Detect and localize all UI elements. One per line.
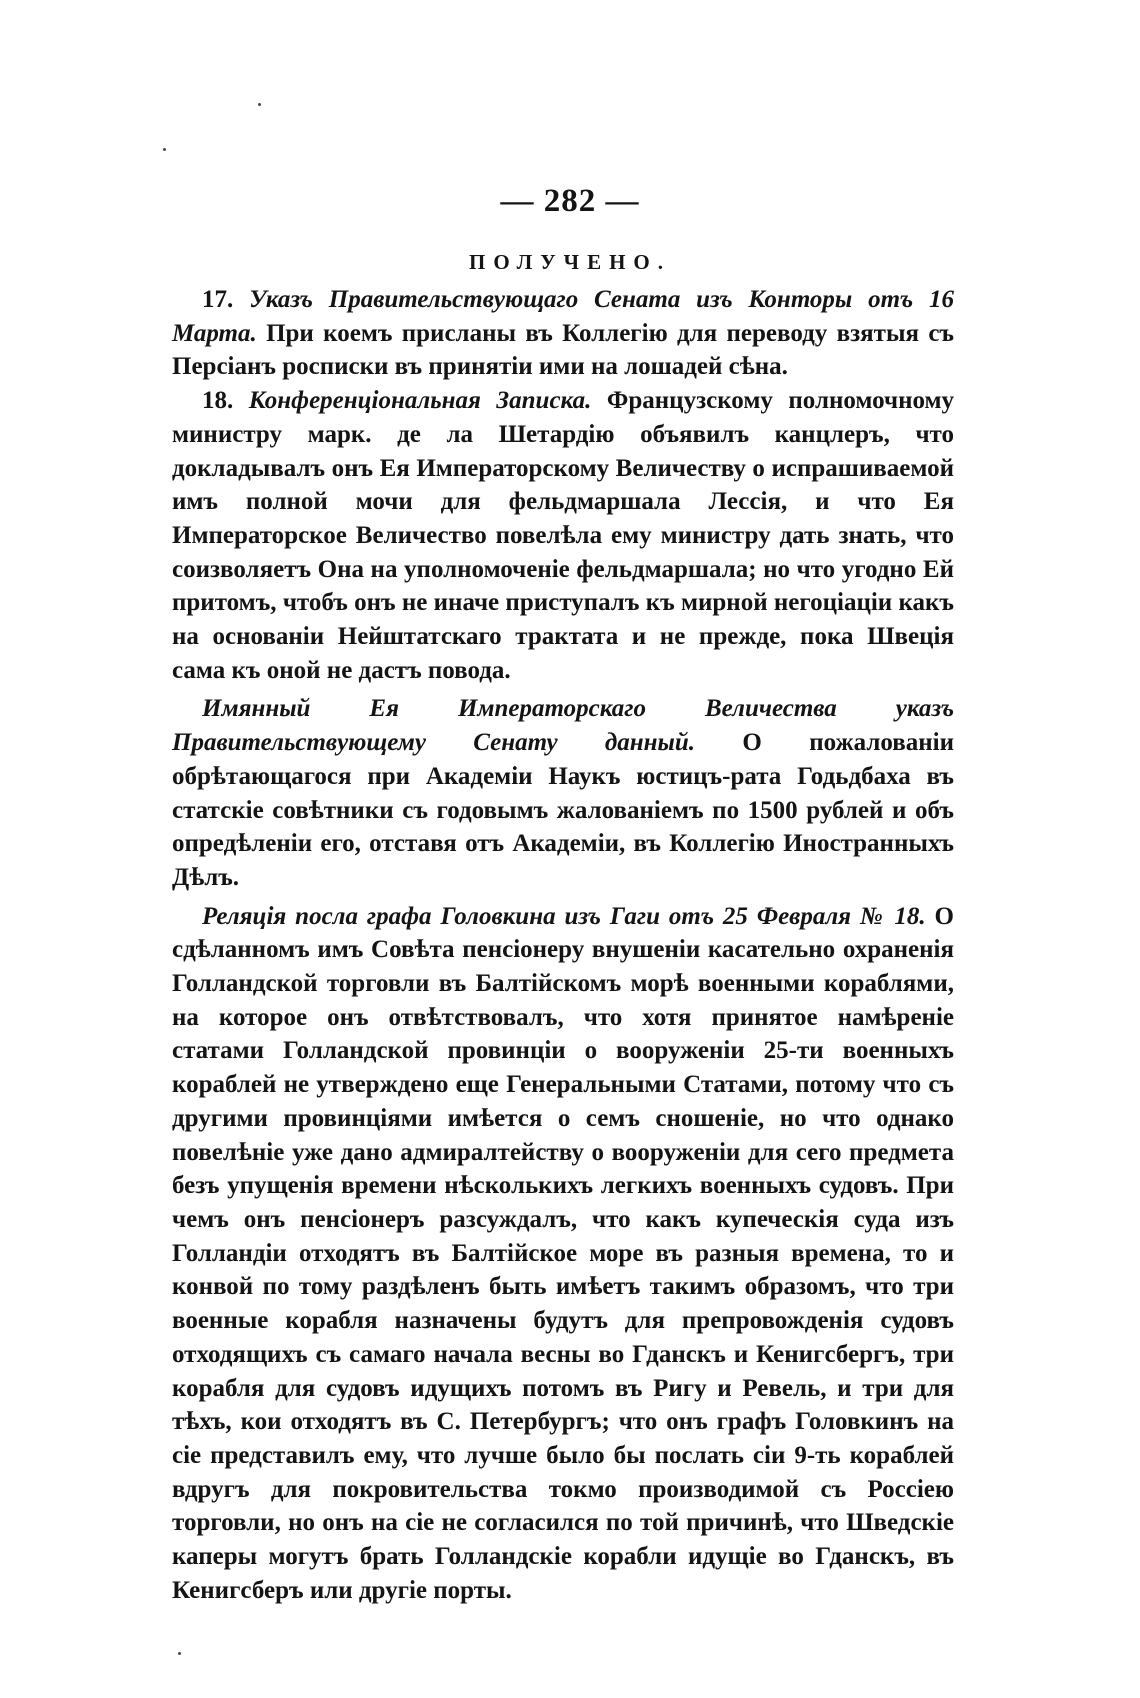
page-number: — 282 — [500,183,640,219]
entry-paragraph [172,384,954,687]
entry-paragraph [172,692,954,894]
print-speck [178,1652,181,1655]
entry-number: 17. [202,286,250,313]
entry-title: Имянный Ея Императорскаго Величества указъ Правительствующему Сенату данный. [172,695,954,757]
entry-title: Указъ Правительствующаго Сената изъ Конторы отъ 16 Марта. [172,286,955,347]
entry-text: О пожалованіи обрѣтающагося при Академіи Наукъ юстицъ-рата Годьдбаха въ статскіе совѣтники съ годовымъ жалованіемъ по 1500 рублей и объ опредѣленіи его, отставя отъ Академіи, въ Коллегію Иностранныхъ Дѣлъ. [172,729,954,891]
entry-paragraph [172,900,954,1608]
document-body [172,283,954,1607]
entry-text: О сдѣланномъ имъ Совѣта пенсіонеру внушеніи касательно охраненія Голландской торговли въ Балтійскомъ морѣ военными кораблями, на которое онъ отвѣтствовалъ, что хотя принятое намѣреніе статами Голландской провинціи о вооруженіи 25-ти военныхъ кораблей не утверждено еще Генеральными Статами, потому что съ другими провинціями имѣется о семъ сношеніе, но что однако повелѣніе уже дано адмиралтейству о вооруженіи для сего предмета безъ упущенія времени нѣсколькихъ легкихъ военныхъ судовъ. При чемъ онъ пенсіонеръ разсуждалъ, что какъ купеческія суда изъ Голландіи отходятъ въ Балтійское море въ разныя времена, то и конвой по тому раздѣленъ быть имѣетъ такимъ образомъ, что три военные корабля назначены будутъ для препровожденія судовъ отходящихъ съ самаго начала весны во Гданскъ и Кенигсбергъ, три корабля для судовъ идущихъ потомъ въ Ригу и Ревель, и три для тѣхъ, кои отходятъ въ С. Петербургъ; что онъ графъ Головкинъ на сіе представилъ ему, что лучше было бы послать сіи 9-ть кораблей вдругъ для покровительства токмо производимой съ Россіею торговли, но онъ на сіе не согласился по той причинѣ, что Шведскіе каперы могутъ брать Голландскіе корабли идущіе во Гданскъ, въ Кенигсберъ или другіе порты. [172,902,954,1604]
print-speck [258,103,261,106]
entry-title: Реляція посла графа Головкина изъ Гаги отъ 25 Февраля № 18. [202,902,926,930]
print-speck [163,148,166,151]
section-heading: ПОЛУЧЕНО. [468,250,672,274]
entry-text: При коемъ присланы въ Коллегію для переводу взятыя съ Персіанъ росписки въ принятіи ими на лошадей сѣна. [172,319,954,381]
entry-title: Конференціональная Записка. [248,387,592,415]
entry-text: Французскому полномочному министру марк. де ла Шетардію объявилъ канцлеръ, что докладывалъ онъ Ея Императорскому Величеству о испрашиваемой имъ полной мочи для фельдмаршала Лессія, и что Ея Императорское Величество повелѣла ему министру дать знать, что соизволяетъ Она на уполномоченіе фельдмаршала; но что угодно Ей притомъ, чтобъ онъ не иначе приступалъ къ мирной негоціаціи какъ на основаніи Нейштатскаго трактата и не прежде, пока Швеція сама къ оной не дастъ повода. [172,387,955,684]
entry-paragraph [172,283,954,384]
entry-number: 18. [202,387,249,415]
